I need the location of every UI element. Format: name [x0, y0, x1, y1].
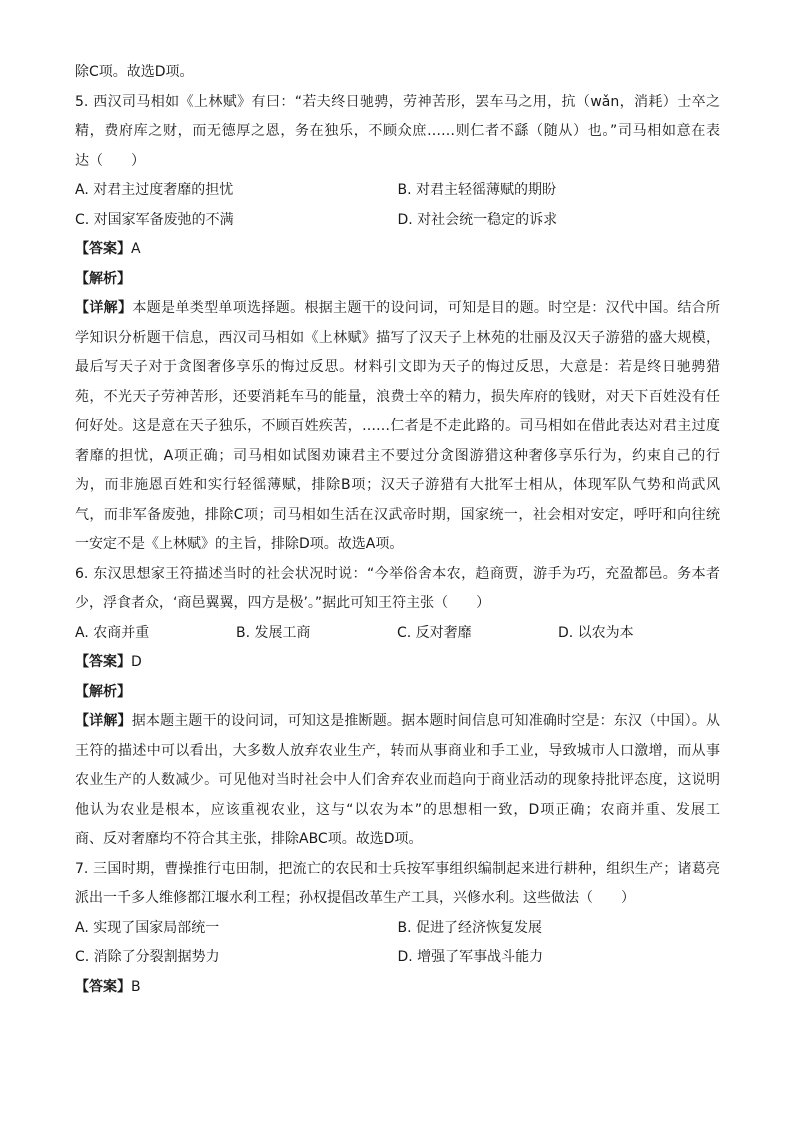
- question-stem-line: 5. 西汉司马相如《上林赋》有曰：“若夫终日驰骋，劳神苦形，罢车马之用，抗（wǎn，消耗）士卒之: [75, 93, 720, 110]
- option-a: A. 对君主过度奢靡的担忧: [75, 182, 234, 198]
- detail-line: 商、反对奢靡均不符合其主张，排除ABC项。故选D项。: [75, 831, 423, 847]
- detail-line: [75, 294, 720, 324]
- detail-line: 为，而非施恩百姓和实行轻徭薄赋，排除B项；汉天子游猎有大批军士相从，体现军队气势和尚武风: [75, 477, 720, 493]
- detail-line: 气，而非军备废弛，排除C项；司马相如生活在汉武帝时期，国家统一，社会相对安定，呼吁和向往统: [75, 506, 720, 523]
- options-row: [75, 619, 720, 649]
- option-c: C. 对国家军备废弛的不满: [75, 211, 234, 228]
- detail-line: 农业生产的人数减少。可见他对当时社会中人们舍弃农业而趋向于商业活动的现象持批评态度，这说明: [75, 772, 720, 788]
- option-d: D. 以农为本: [558, 624, 634, 641]
- answer-line: [75, 235, 720, 265]
- detail-line: 他认为农业是根本，应该重视农业，这与“以农为本”的思想相一致，D项正确；农商并重、发展工: [75, 801, 720, 818]
- option-b: B. 发展工商: [236, 624, 311, 641]
- option-b: B. 促进了经济恢复发展: [397, 919, 543, 936]
- detail-label: 【详解】: [75, 713, 132, 729]
- detail-line: 王符的描述中可以看出，大多数人放弃农业生产，转而从事商业和手工业，导致城市人口激增，而从事: [75, 742, 720, 759]
- detail-line: 学知识分析题干信息，西汉司马相如《上林赋》描写了汉天子上林苑的壮丽及汉天子游猎的盛大规模，: [75, 329, 720, 346]
- answer-value: D: [131, 654, 142, 670]
- analysis-label: 【解析】: [75, 683, 131, 700]
- answer-value: B: [131, 978, 141, 995]
- detail-label: 【详解】: [75, 300, 133, 316]
- option-b: B. 对君主轻徭薄赋的期盼: [397, 182, 557, 198]
- document-page: [75, 58, 720, 1002]
- previous-answer-tail: 除C项。故选D项。: [75, 64, 194, 80]
- question-stem-line: 少，浮食者众，‘商邑翼翼，四方是极’。”据此可知王符主张（ ）: [75, 595, 491, 611]
- question-7: [75, 855, 720, 1003]
- detail-text: 本题是单类型单项选择题。根据主题干的设问词，可知是目的题。时空是：汉代中国。结合所: [132, 300, 721, 316]
- detail-line: 苑，不光天子劳神苦形，还要消耗车马的能量，浪费士卒的精力，损失库府的钱财，对天下百姓没有任: [75, 388, 720, 405]
- question-stem-line: 6. 东汉思想家王符描述当时的社会状况时说：“今举俗舍本农，趋商贾，游手为巧，充盈都邑。务本者: [75, 565, 720, 582]
- detail-line: 奢靡的担忧，A项正确；司马相如试图劝谏君主不要过分贪图游猎这种奢侈享乐行为，约束自己的行: [75, 447, 720, 464]
- option-a: A. 实现了国家局部统一: [75, 919, 220, 936]
- detail-line: [75, 707, 720, 737]
- detail-line: 何好处。这是意在天子独乐，不顾百姓疾苦，……仁者是不走此路的。司马相如在借此表达对君主过度: [75, 418, 720, 434]
- option-a: A. 农商并重: [75, 624, 150, 641]
- answer-label: 【答案】: [75, 654, 131, 670]
- options-row: [75, 206, 720, 236]
- answer-value: A: [131, 241, 141, 257]
- question-6: [75, 560, 720, 855]
- detail-line: 最后写天子对于贪图奢侈享乐的悔过反思。材料引文即为天子的悔过反思，大意是：若是终日驰骋猎: [75, 359, 720, 375]
- question-stem-line: 达（ ）: [75, 152, 145, 169]
- analysis-label: 【解析】: [75, 270, 131, 287]
- question-5: [75, 88, 720, 560]
- answer-label: 【答案】: [75, 978, 131, 995]
- options-row: [75, 914, 720, 944]
- question-stem-line: 7. 三国时期，曹操推行屯田制，把流亡的农民和士兵按军事组织编制起来进行耕种，组织生产；诸葛亮: [75, 860, 720, 877]
- answer-line: [75, 648, 720, 678]
- options-row: [75, 943, 720, 973]
- option-d: D. 增强了军事战斗能力: [397, 949, 544, 965]
- answer-line: [75, 973, 720, 1003]
- question-stem-line: 精，费府库之财，而无德厚之恩，务在独乐，不顾众庶……则仁者不繇（随从）也。”司马相如意在表: [75, 123, 720, 139]
- detail-line: 一安定不是《上林赋》的主旨，排除D项。故选A项。: [75, 536, 404, 552]
- answer-label: 【答案】: [75, 241, 131, 257]
- question-stem-line: 派出一千多人维修都江堰水利工程；孙权提倡改革生产工具，兴修水利。这些做法（ ）: [75, 890, 635, 906]
- option-c: C. 反对奢靡: [397, 624, 472, 641]
- option-c: C. 消除了分裂割据势力: [75, 949, 220, 965]
- option-d: D. 对社会统一稳定的诉求: [397, 211, 558, 228]
- options-row: [75, 176, 720, 206]
- detail-text: 据本题主题干的设问词，可知这是推断题。据本题时间信息可知准确时空是：东汉（中国）。从: [131, 713, 721, 729]
